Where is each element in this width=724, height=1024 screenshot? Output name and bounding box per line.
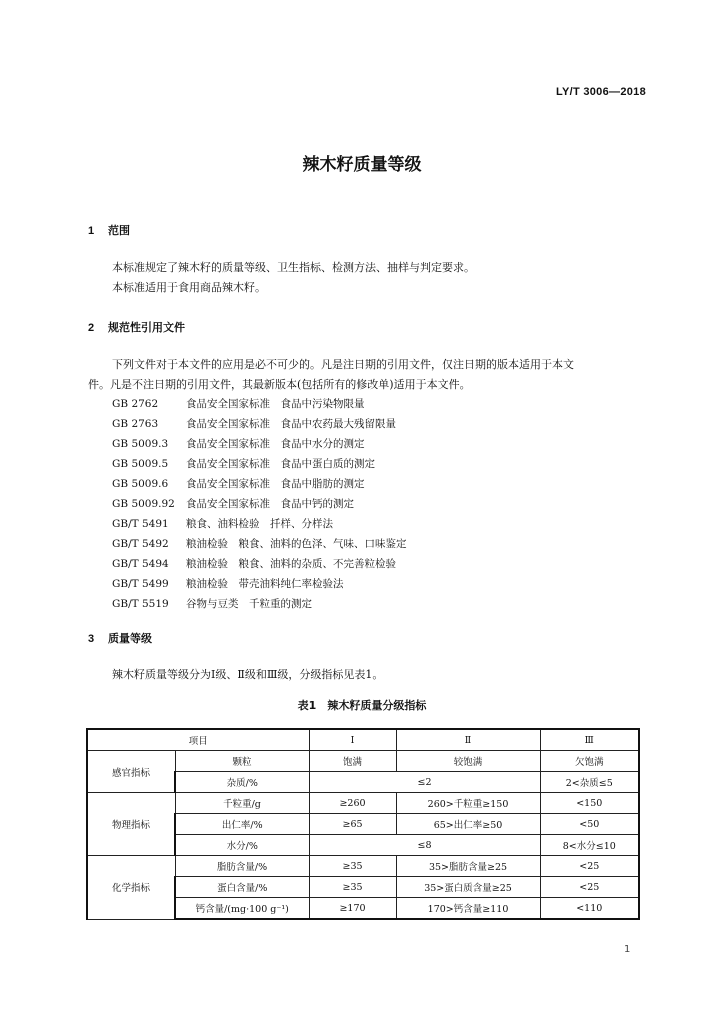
reference-name: 食品安全国家标准 食品中水分的测定 [186,438,365,450]
cell-grade-1: ≥260 [309,793,396,814]
table-row [87,793,639,814]
row-label: 蛋白含量/% [175,877,309,898]
reference-item [112,456,375,471]
section-3-heading [88,630,152,646]
cell-grade-1: ≥35 [309,877,396,898]
standard-code: LY/T 3006—2018 [555,86,646,98]
section-title: 规范性引用文件 [108,321,185,334]
reference-item [112,516,333,531]
cell-grade-3: 8<水分≤10 [540,835,639,856]
paragraph: 本标准规定了辣木籽的质量等级、卫生指标、检测方法、抽样与判定要求。 [112,261,475,274]
reference-name: 食品安全国家标准 食品中蛋白质的测定 [186,458,375,470]
section-2-heading [88,319,185,335]
cell-grade-3: <25 [540,856,639,877]
reference-code: GB 5009.92 [112,498,175,510]
reference-item [112,596,312,611]
reference-name: 粮油检验 粮食、油料的色泽、气味、口味鉴定 [186,538,407,550]
row-label: 水分/% [175,835,309,856]
section-number: 1 [88,225,95,237]
cell-grade-1-2: ≤8 [309,835,540,856]
cell-grade-2: 较饱满 [396,751,540,772]
cell-grade-1: ≥65 [309,814,396,835]
cell-grade-1-2: ≤2 [309,772,540,793]
cell-grade-3: <25 [540,877,639,898]
cell-grade-2: 35>脂肪含量≥25 [396,856,540,877]
table-header-row [87,729,639,751]
row-label: 杂质/% [175,772,309,793]
reference-code: GB 5009.5 [112,458,169,470]
header-item: 项目 [87,729,309,751]
reference-name: 谷物与豆类 千粒重的测定 [186,598,312,610]
cell-grade-3: <150 [540,793,639,814]
header-grade-1: Ⅰ [309,729,396,751]
section-title: 范围 [108,224,130,237]
cell-grade-1: ≥170 [309,898,396,920]
reference-name: 食品安全国家标准 食品中脂肪的测定 [186,478,365,490]
reference-item [112,476,365,491]
reference-code: GB/T 5519 [112,598,169,610]
reference-code: GB/T 5491 [112,518,169,530]
reference-name: 粮食、油料检验 扦样、分样法 [186,518,333,530]
reference-name: 粮油检验 带壳油料纯仁率检验法 [186,578,344,590]
document-title: 辣木籽质量等级 [302,155,422,175]
reference-code: GB/T 5494 [112,558,169,570]
cell-grade-3: <110 [540,898,639,920]
paragraph: 本标准适用于食用商品辣木籽。 [112,281,266,294]
reference-code: GB/T 5499 [112,578,169,590]
group-physical: 物理指标 [87,793,175,856]
cell-grade-3: 2<杂质≤5 [540,772,639,793]
reference-code: GB 2763 [112,418,159,430]
row-label: 出仁率/% [175,814,309,835]
group-sensory: 感官指标 [87,751,175,793]
reference-item [112,436,365,451]
section-title: 质量等级 [108,632,152,645]
table-row [87,751,639,772]
row-label: 脂肪含量/% [175,856,309,877]
cell-grade-2: 65>出仁率≥50 [396,814,540,835]
reference-item [112,556,396,571]
reference-name: 粮油检验 粮食、油料的杂质、不完善粒检验 [186,558,396,570]
reference-code: GB/T 5492 [112,538,169,550]
reference-item [112,496,354,511]
reference-name: 食品安全国家标准 食品中农药最大残留限量 [186,418,396,430]
section-number: 2 [88,322,95,334]
cell-grade-1: ≥35 [309,856,396,877]
header-grade-2: Ⅱ [396,729,540,751]
reference-name: 食品安全国家标准 食品中污染物限量 [186,398,365,410]
reference-name: 食品安全国家标准 食品中钙的测定 [186,498,354,510]
cell-grade-1: 饱满 [309,751,396,772]
paragraph-continuation: 件。凡是不注日期的引用文件，其最新版本(包括所有的修改单)适用于本文件。 [88,378,471,391]
group-chemical: 化学指标 [87,856,175,920]
reference-code: GB 5009.3 [112,438,169,450]
reference-code: GB 2762 [112,398,159,410]
page-number: 1 [624,944,631,955]
quality-grade-table [86,728,640,920]
reference-item [112,396,365,411]
cell-grade-2: 260>千粒重≥150 [396,793,540,814]
section-number: 3 [88,633,95,645]
table-caption: 表1 辣木籽质量分级指标 [297,699,427,712]
row-label: 钙含量/(mg·100 g⁻¹) [175,898,309,920]
reference-item [112,536,407,551]
cell-grade-2: 170>钙含量≥110 [396,898,540,920]
reference-code: GB 5009.6 [112,478,169,490]
table-row [87,856,639,877]
reference-item [112,576,344,591]
row-label: 颗粒 [175,751,309,772]
cell-grade-3: <50 [540,814,639,835]
paragraph: 下列文件对于本文件的应用是必不可少的。凡是注日期的引用文件，仅注日期的版本适用于本文 [112,358,574,371]
paragraph: 辣木籽质量等级分为Ⅰ级、Ⅱ级和Ⅲ级，分级指标见表1。 [112,668,384,681]
cell-grade-2: 35>蛋白质含量≥25 [396,877,540,898]
cell-grade-3: 欠饱满 [540,751,639,772]
header-grade-3: Ⅲ [540,729,639,751]
reference-item [112,416,396,431]
section-1-heading [88,222,130,238]
row-label: 千粒重/g [175,793,309,814]
